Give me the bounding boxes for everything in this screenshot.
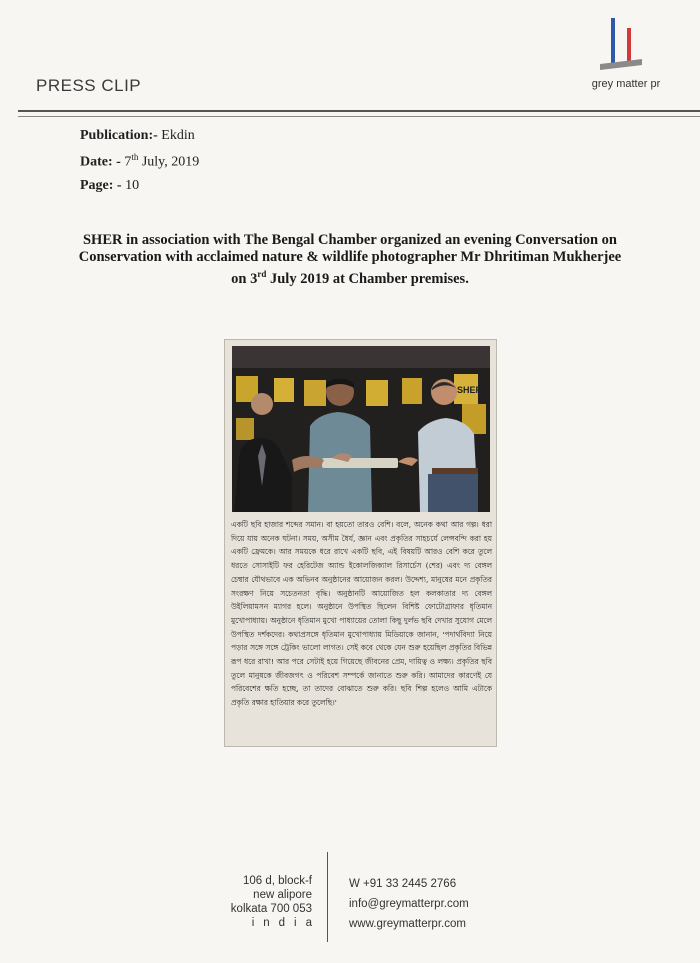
header-rule-thick [18,110,700,112]
date-rest: July, 2019 [141,154,200,170]
page-line [80,178,139,194]
footer-divider [327,852,328,942]
publication-label: Publication:- [80,128,158,143]
header-rule-thin [18,116,700,117]
article-body: একটি ছবি হাজার শব্দের সমান। বা হয়তো তারও বেশি। বলে, অনেক কথা আর গল্প। ধরা দিয়ে যায় অনেক ঘটনা। সময়, অসীম ধৈর্য, জ্ঞান এবং প্রকৃতির সাহচর্যে লেন্সবন্দি করা হয় একটি ফ্রেমকে। আর সময়কে ধরে রাখে একটি ছবি, এই বিষয়টি আরও বেশি করে তুলে ধরতে সোসাইটি ফর হেরিটেজ অ্যান্ড ইকোলজিক্যাল রিসার্চেস (শের) এবং দ্য বেঙ্গল চেম্বার যৌথভাবে এক অভিনব অনুষ্ঠানের আয়োজন করল। উদ্দেশ্য, মানুষের মনে প্রকৃতির সংরক্ষণ নিয়ে সচেতনতা বৃদ্ধি। অনুষ্ঠানটি আয়োজিত হল কলকাতার দ্য বেঙ্গল উইলিয়ামসন ম্যাগর হলে। অনুষ্ঠানে উপস্থিত ছিলেন বিশিষ্ট ফোটোগ্রাফার ধৃতিমান মুখোপাধ্যায়। অনুষ্ঠানে ধৃতিমান মুখো পাধ্যায়ের তোলা কিছু দুর্লভ ছবি দেখার সুযোগ মেলে উপস্থিত দর্শকদের। কথাপ্রসঙ্গে ধৃতিমান মুখোপাধ্যায় মিডিয়াকে জানান, 'পদার্থবিদ্যা নিয়ে পড়ার সঙ্গে সঙ্গে ট্রেকিং ভালো লাগত। সেই কবে থেকে যেন শুরু হয়েছিল প্রকৃতির বিভিন্ন রূপ ধরে রাখা! আর পরে সেটাই হয়ে গিয়েছে জীবনের প্রেম, দায়িত্ব ও লক্ষ্য। প্রকৃতির ছবি তুলে মানুষকে জীবজগৎ ও পরিবেশ সম্পর্কে জানাতে শুরু করি। আমাদের কারণেই যে পরিবেশের ক্ষতি হচ্ছে, তা তাদের বোঝাতে শুরু করি। ছবি শিল্প হলেও আমি এটাকে প্রকৃতি রক্ষার হাতিয়ার করে তুলেছি।' [231,520,492,708]
date-line [80,152,199,171]
publication-line [80,128,195,144]
headline-part1: SHER in association with The Bengal Chamber organized an evening Conversation on Conservation with acclaimed nature & wildlife photographer Mr Dhritiman Mukherjee on 3 [78,232,622,287]
address-line-1: 106 d, block-f [242,875,312,887]
contact-website[interactable]: www.greymatterpr.com [349,918,466,930]
publication-value: Ekdin [161,128,195,143]
contact-email[interactable]: info@greymatterpr.com [349,898,469,910]
event-photo [232,346,490,512]
headline [70,232,630,288]
footer-address [220,874,321,930]
grey-matter-logo [576,14,676,100]
address-line-2: new alipore [253,889,312,901]
press-clip-title: PRESS CLIP [36,76,142,95]
contact-phone: W +91 33 2445 2766 [349,878,457,890]
logo-mark-icon [598,18,644,74]
footer-contact [349,874,469,934]
page-value: 10 [125,178,140,193]
logo-text: grey matter pr [591,78,661,90]
page-label: Page: - [80,178,122,193]
headline-sup: rd [257,269,267,279]
newspaper-clipping [224,339,497,747]
headline-part2: July 2019 at Chamber premises. [269,270,469,287]
event-photo-illustration [232,346,490,512]
date-label: Date: - [80,154,121,170]
date-day: 7 [124,154,132,170]
date-suffix: th [131,152,139,162]
address-line-3: kolkata 700 053 [230,903,312,915]
address-line-4: india [251,917,321,929]
photo-backdrop-text: SHER [457,385,483,395]
